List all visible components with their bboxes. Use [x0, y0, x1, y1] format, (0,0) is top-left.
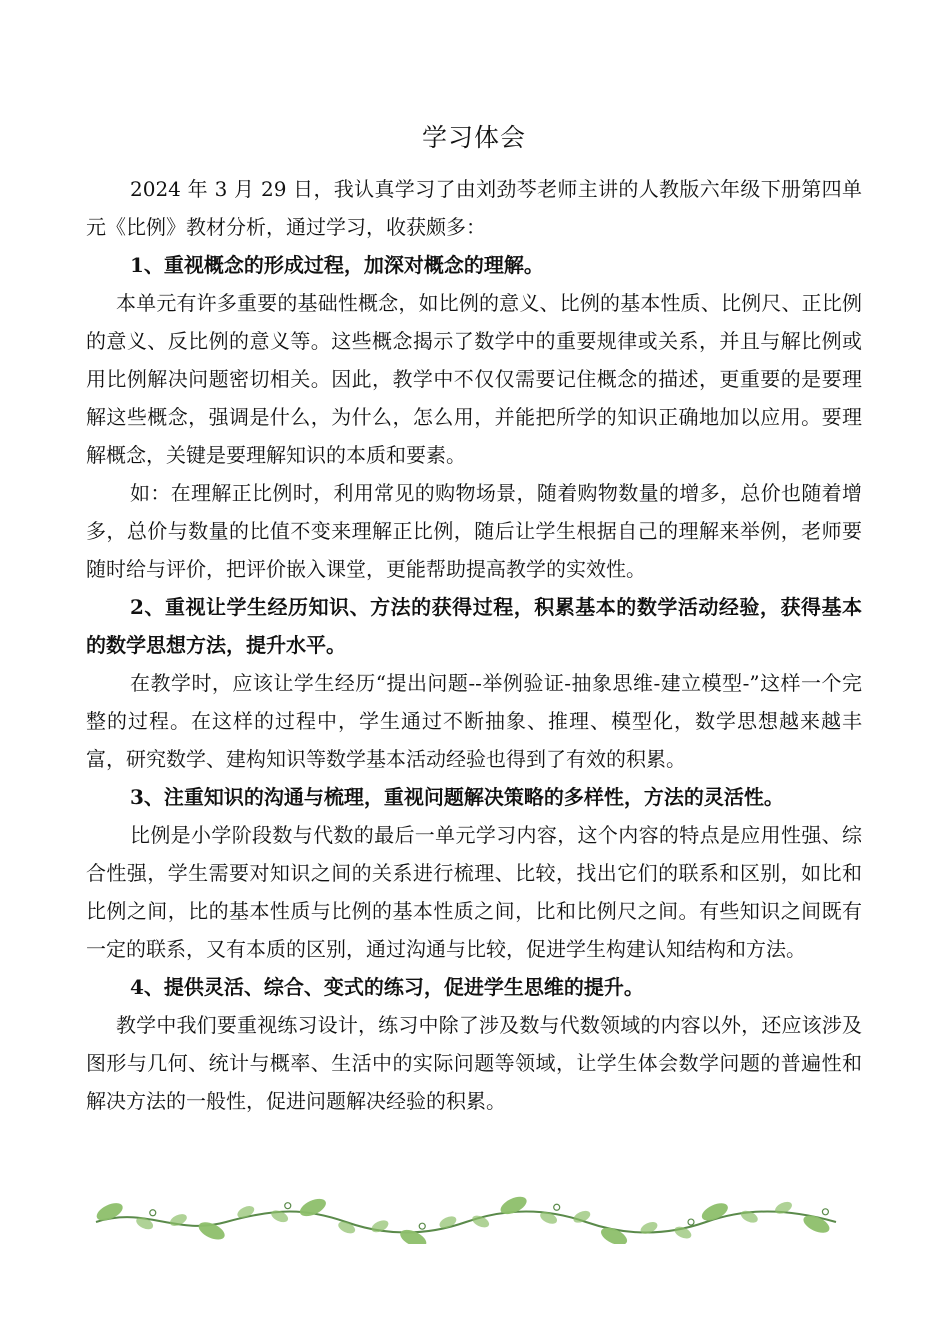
tendril-icon [285, 1203, 291, 1209]
section-1-paragraph-2: 如：在理解正比例时，利用常见的购物场景，随着购物数量的增多，总价也随着增多，总价与数量的比值不变来理解正比例，随后让学生根据自己的理解来举例，老师要随时给与评价，把评价嵌入课堂，更能帮助提高教学的实效性。 [86, 481, 862, 581]
leaf-icon [639, 1220, 660, 1237]
leaf-icon [269, 1208, 290, 1225]
tendril-icon [554, 1204, 560, 1210]
page-title: 学习体会 [421, 123, 526, 152]
tendril-icon [150, 1210, 156, 1216]
tendril-icon [822, 1209, 828, 1215]
section-4-heading: 4、提供灵活、综合、变式的练习，促进学生思维的提升。 [130, 975, 644, 999]
section-1-heading: 1、重视概念的形成过程，加深对概念的理解。 [130, 253, 544, 277]
leafy-vine-border-icon [86, 1196, 846, 1244]
tendril-icon [688, 1219, 694, 1225]
intro-paragraph: 2024 年 3 月 29 日，我认真学习了由刘劲芩老师主讲的人教版六年级下册第四单元《比例》教材分析，通过学习，收获颇多： [86, 177, 862, 239]
document-page [86, 120, 862, 1120]
section-2-paragraph-1: 在教学时，应该让学生经历“提出问题--举例验证-抽象思维-建立模型-”这样一个完整的过程。在这样的过程中，学生通过不断抽象、推理、模型化，数学思想越来越丰富，研究数学、建构知识等数学基本活动经验也得到了有效的积累。 [86, 671, 862, 771]
section-3-heading: 3、注重知识的沟通与梳理，重视问题解决策略的多样性，方法的灵活性。 [130, 785, 784, 809]
leaf-icon [498, 1196, 529, 1218]
section-1-paragraph-1: 本单元有许多重要的基础性概念，如比例的意义、比例的基本性质、比例尺、正比例的意义、反比例的意义等。这些概念揭示了数学中的重要规律或关系，并且与解比例或用比例解决问题密切相关。因此，教学中不仅仅需要记住概念的描述，更重要的是要理解这些概念，强调是什么，为什么，怎么用，并能把所学的知识正确地加以应用。要理解概念，关键是要理解知识的本质和要素。 [86, 291, 862, 467]
section-4-paragraph-1: 教学中我们要重视练习设计，练习中除了涉及数与代数领域的内容以外，还应该涉及图形与几何、统计与概率、生活中的实际问题等领域，让学生体会数学问题的普遍性和解决方法的一般性，促进问题解决经验的积累。 [86, 1013, 862, 1113]
leaf-icon [699, 1200, 730, 1225]
section-3-paragraph-1: 比例是小学阶段数与代数的最后一单元学习内容，这个内容的特点是应用性强、综合性强，学生需要对知识之间的关系进行梳理、比较，找出它们的联系和区别，如比和比例之间，比的基本性质与比例的基本性质之间，比和比例尺之间。有些知识之间既有一定的联系，又有本质的区别，通过沟通与比较，促进学生构建认知结构和方法。 [86, 823, 862, 961]
section-2-heading: 2、重视让学生经历知识、方法的获得过程，积累基本的数学活动经验，获得基本的数学思想方法，提升水平。 [86, 595, 862, 657]
tendril-icon [419, 1223, 425, 1229]
